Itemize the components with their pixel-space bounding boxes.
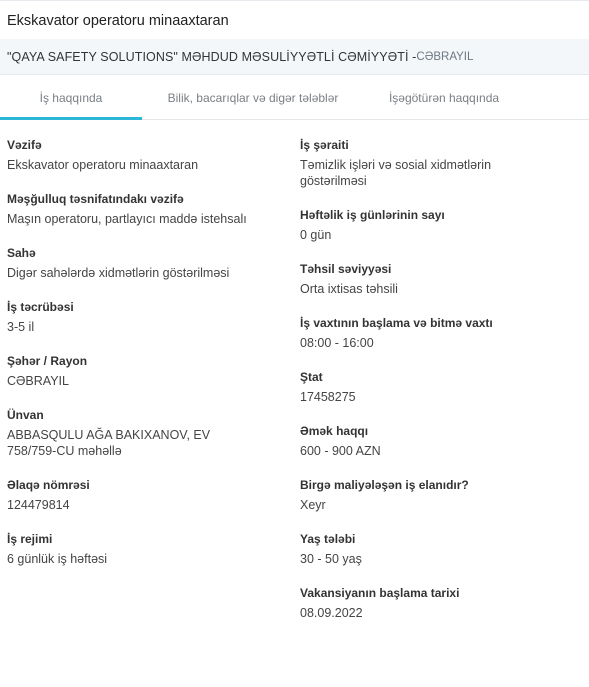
field-work-conditions (300, 137, 580, 189)
field-salary (300, 423, 580, 459)
field-value: CƏBRAYIL (7, 374, 69, 388)
field-label: Sahə (7, 246, 36, 260)
field-classification-position (7, 191, 282, 227)
field-value: 30 - 50 yaş (300, 552, 362, 566)
field-staff-id (300, 369, 580, 405)
field-label: Məşğulluq təsnifatındakı vəzifə (7, 192, 184, 206)
field-value: 600 - 900 AZN (300, 444, 381, 458)
field-value: 6 günlük iş həftəsi (7, 552, 108, 566)
field-contact-number (7, 477, 282, 513)
field-value: 0 gün (300, 228, 332, 242)
field-value: Digər sahələrdə xidmətlərin göstərilməsi (7, 266, 230, 280)
field-cofunded (300, 477, 580, 513)
field-experience (7, 299, 282, 335)
tab-skills-requirements[interactable]: Bilik, bacarıqlar və digər tələblər (167, 91, 339, 105)
field-age-requirement (300, 531, 580, 567)
field-label: Əlaqə nömrəsi (7, 478, 90, 492)
field-weekly-workdays (300, 207, 580, 243)
field-label: Ünvan (7, 408, 44, 422)
field-label: Əmək haqqı (300, 424, 369, 438)
company-city: CƏBRAYIL (416, 50, 474, 63)
field-label: Ştat (300, 370, 323, 384)
right-field-column (300, 137, 580, 639)
field-work-schedule (7, 531, 282, 567)
field-label: İş şəraiti (300, 138, 349, 152)
field-label: Birgə maliyələşən iş elanıdır? (300, 478, 469, 492)
field-value: 124479814 (7, 498, 70, 512)
field-value: 17458275 (300, 390, 356, 404)
field-label: Həftəlik iş günlərinin sayı (300, 208, 445, 222)
field-address (7, 407, 282, 459)
field-value: 3-5 il (7, 320, 35, 334)
field-value: Xeyr (300, 498, 326, 512)
field-value: 08.09.2022 (300, 606, 363, 620)
field-label: Vakansiyanın başlama tarixi (300, 586, 460, 600)
tab-bar (0, 76, 589, 120)
field-working-hours (300, 315, 580, 351)
field-value: Orta ixtisas təhsili (300, 282, 398, 296)
field-label: İş təcrübəsi (7, 300, 74, 314)
field-label: Vəzifə (7, 138, 42, 152)
tab-about-job[interactable]: İş haqqında (39, 91, 103, 105)
field-label: Yaş tələbi (300, 532, 356, 546)
field-value: Maşın operatoru, partlayıcı maddə istehsalı (7, 212, 247, 226)
field-education-level (300, 261, 580, 297)
active-tab-indicator (0, 117, 142, 120)
field-value: Ekskavator operatoru minaaxtaran (7, 158, 199, 172)
company-name[interactable]: "QAYA SAFETY SOLUTIONS" MƏHDUD MƏSULİYYƏTLİ CƏMİYYƏTİ - (7, 49, 417, 64)
field-label: Şəhər / Rayon (7, 354, 88, 368)
field-value: Təmizlik işləri və sosial xidmətlərin göstərilməsi (300, 158, 492, 188)
field-value: 08:00 - 16:00 (300, 336, 374, 350)
field-label: Təhsil səviyyəsi (300, 262, 392, 276)
field-label: İş rejimi (7, 532, 53, 546)
top-divider (0, 0, 589, 1)
field-sector (7, 245, 282, 281)
company-bar (0, 39, 589, 75)
field-city-region (7, 353, 282, 389)
left-field-column (7, 137, 282, 585)
field-label: İş vaxtının başlama və bitmə vaxtı (300, 316, 493, 330)
field-value: ABBASQULU AĞA BAKIXANOV, EV 758/759-CU məhəllə (7, 428, 211, 458)
tab-about-employer[interactable]: İşəgötürən haqqında (388, 91, 500, 105)
page-title: Ekskavator operatoru minaaxtaran (7, 13, 229, 29)
field-vacancy-start-date (300, 585, 580, 621)
field-position (7, 137, 282, 173)
